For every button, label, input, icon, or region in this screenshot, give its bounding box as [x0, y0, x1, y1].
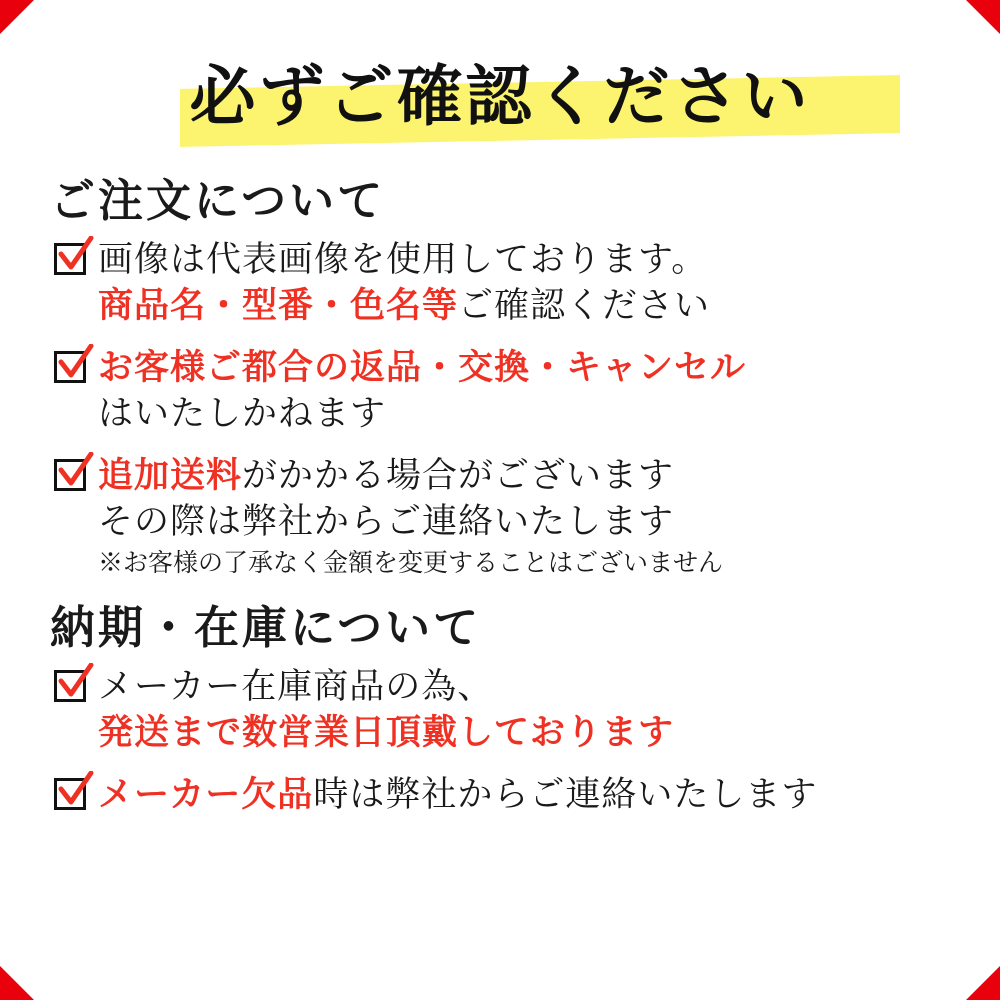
corner-decoration-top-left — [0, 0, 34, 34]
corner-decoration-top-right — [966, 0, 1000, 34]
item-line — [98, 453, 960, 499]
item-line: その際は弊社からご連絡いたします — [98, 502, 675, 542]
checkbox-checked-icon — [52, 349, 92, 387]
check-mark-icon — [56, 771, 94, 811]
list-item — [40, 345, 960, 437]
section-title: ご注文について — [50, 174, 386, 227]
checkbox-checked-icon — [52, 668, 92, 706]
check-mark-icon — [56, 663, 94, 703]
list-item — [40, 772, 960, 818]
item-line: 画像は代表画像を使用しております。 — [98, 240, 708, 280]
item-line-red: メーカー欠品 — [98, 774, 314, 815]
checkbox-checked-icon — [52, 457, 92, 495]
item-line-black: がかかる場合がございます — [242, 456, 675, 496]
item-line-black: ご確認ください — [458, 286, 711, 326]
check-mark-icon — [56, 452, 94, 492]
item-line-red: 追加送料 — [98, 455, 243, 496]
section-title: 納期・在庫について — [50, 601, 482, 654]
list-item — [40, 664, 960, 756]
corner-decoration-bottom-left — [0, 966, 34, 1000]
list-item — [40, 453, 960, 581]
item-line: メーカー在庫商品の為、 — [98, 667, 494, 707]
section-orders — [40, 164, 960, 581]
list-item — [40, 237, 960, 329]
checkbox-checked-icon — [52, 776, 92, 814]
section-delivery-stock — [40, 591, 960, 818]
item-line: 発送まで数営業日頂戴しております — [98, 712, 675, 753]
checkbox-checked-icon — [52, 241, 92, 279]
page-title: 必ずご確認ください — [189, 57, 811, 135]
check-mark-icon — [56, 236, 94, 276]
item-line — [98, 283, 960, 329]
item-note: ※お客様の了承なく金額を変更することはございません — [98, 548, 724, 577]
item-line-red: 商品名・型番・色名等 — [98, 285, 459, 326]
item-line — [98, 772, 960, 818]
headline-block — [40, 44, 960, 154]
item-line: はいたしかねます — [98, 394, 387, 434]
item-line: お客様ご都合の返品・交換・キャンセル — [98, 347, 747, 388]
item-line-black: 時は弊社からご連絡いたします — [313, 775, 818, 815]
corner-decoration-bottom-right — [966, 966, 1000, 1000]
check-mark-icon — [56, 344, 94, 384]
